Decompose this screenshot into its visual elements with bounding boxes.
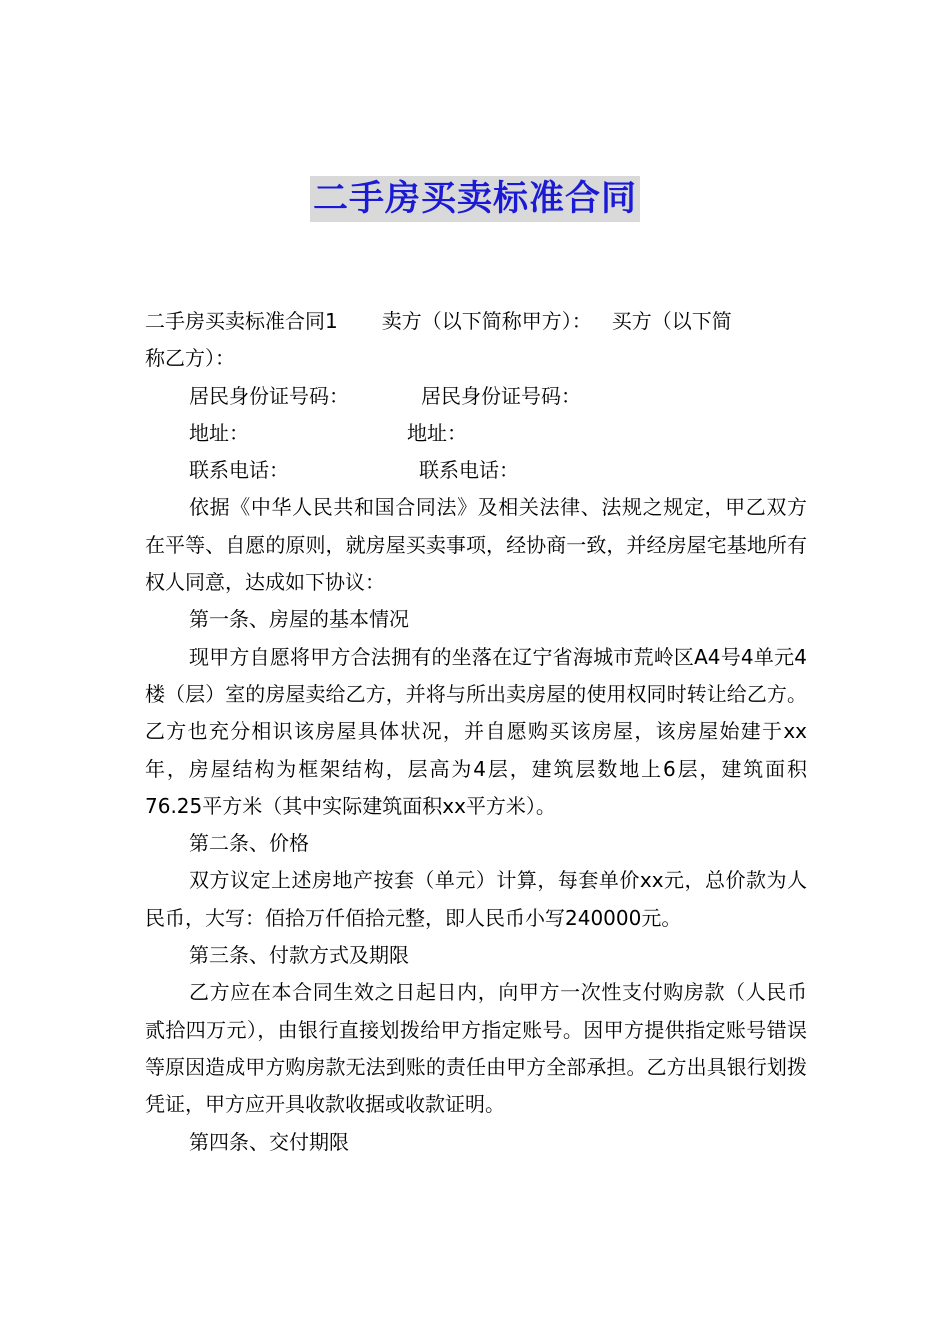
document-title: 二手房买卖标准合同 (310, 176, 640, 222)
document-body (145, 303, 807, 1161)
buyer-label-part1: 买方（以下简 (611, 309, 732, 333)
seller-id-label: 居民身份证号码： (189, 383, 349, 408)
title-container (0, 176, 950, 222)
id-number-row (145, 378, 807, 415)
buyer-address-label: 地址： (407, 420, 467, 445)
buyer-label-part2: 称乙方）： (145, 346, 235, 371)
article-2-title: 第二条、价格 (189, 831, 309, 856)
buyer-id-label: 居民身份证号码： (421, 383, 581, 408)
doc-name: 二手房买卖标准合同1 (145, 309, 338, 333)
preamble-paragraph: 依据《中华人民共和国合同法》及相关法律、法规之规定，甲乙双方在平等、自愿的原则，就房屋买卖事项，经协商一致，并经房屋宅基地所有权人同意，达成如下协议： (145, 495, 807, 595)
article-2-body: 双方议定上述房地产按套（单元）计算，每套单价xx元，总价款为人民币，大写：佰拾万仟佰拾元整，即人民币小写240000元。 (145, 868, 807, 930)
seller-phone-label: 联系电话： (189, 458, 289, 483)
article-3-title: 第三条、付款方式及期限 (189, 943, 409, 968)
article-3-body: 乙方应在本合同生效之日起日内，向甲方一次性支付购房款（人民币贰拾四万元），由银行直接划拨给甲方指定账号。因甲方提供指定账号错误等原因造成甲方购房款无法到账的责任由甲方全部承担。乙方出具银行划拨凭证，甲方应开具收款收据或收款证明。 (145, 980, 807, 1117)
contract-header (145, 303, 807, 378)
article-4-title: 第四条、交付期限 (189, 1129, 349, 1154)
seller-address-label: 地址： (189, 420, 249, 445)
article-1-title: 第一条、房屋的基本情况 (189, 607, 409, 632)
phone-row (145, 452, 807, 489)
article-1-body: 现甲方自愿将甲方合法拥有的坐落在辽宁省海城市荒岭区A4号4单元4楼（层）室的房屋卖给乙方，并将与所出卖房屋的使用权同时转让给乙方。乙方也充分相识该房屋具体状况，并自愿购买该房屋，该房屋始建于xx年，房屋结构为框架结构，层高为4层，建筑层数地上6层，建筑面积76.25平方米（其中实际建筑面积xx平方米）。 (145, 644, 807, 818)
buyer-phone-label: 联系电话： (419, 458, 519, 483)
address-row (145, 415, 807, 452)
seller-label: 卖方（以下简称甲方）： (381, 309, 592, 333)
